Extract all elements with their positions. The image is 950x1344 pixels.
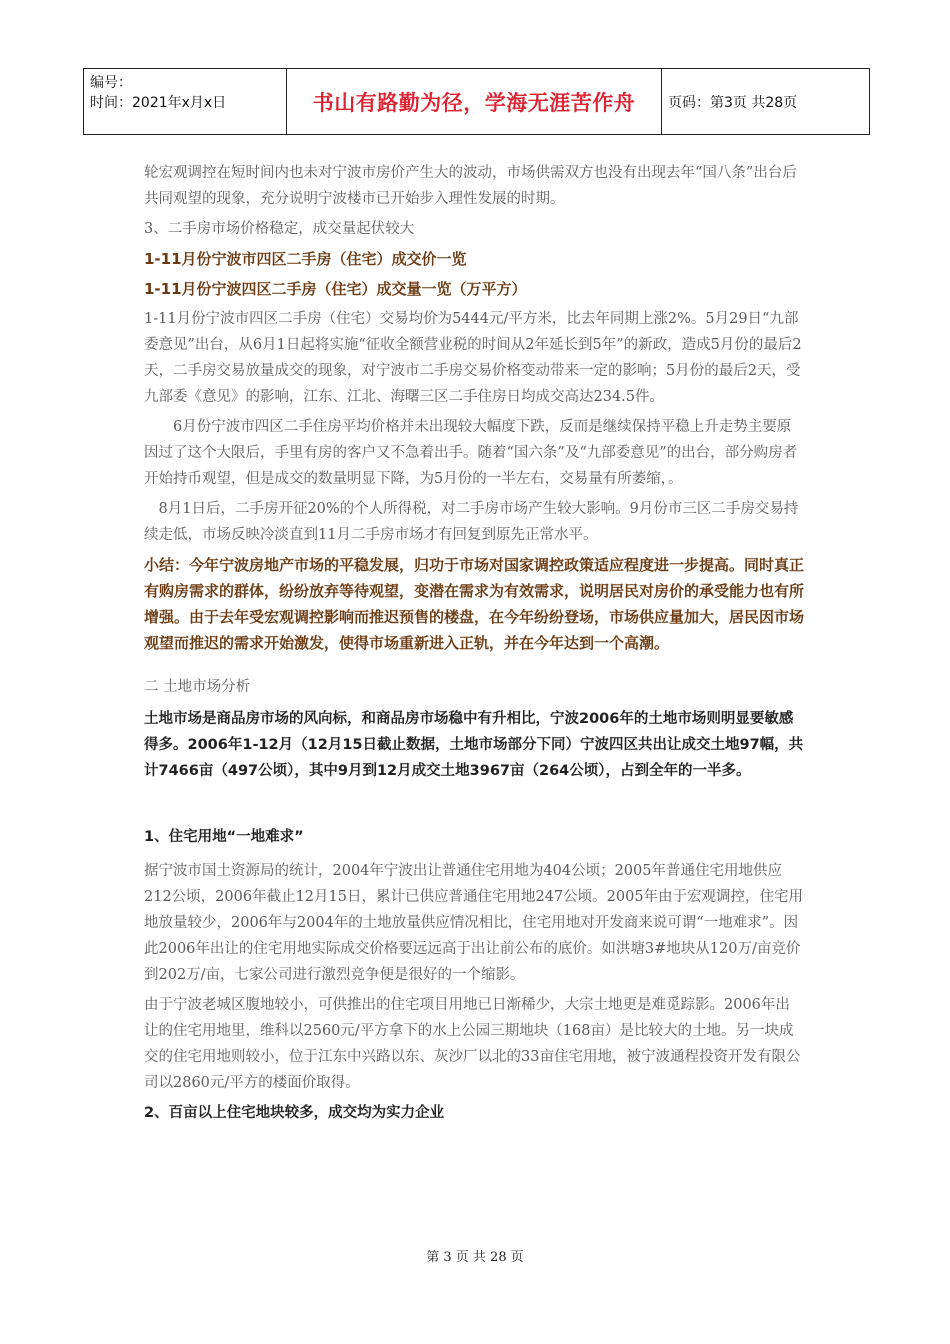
- paragraph-old-city: 由于宁波老城区腹地较小，可供推出的住宅项目用地已日渐稀少，大宗土地更是难觅踪影。2006年出让的住宅用地里，维科以2560元/平方拿下的水上公园三期地块（168亩）是比较大的土地。另一块成交的住宅用地则较小，位于江东中兴路以东、灰沙厂以北的33亩住宅用地，被宁波通程投资开发有限公司以2860元/平方的楼面价取得。: [144, 997, 801, 1091]
- section-2-heading: 二 土地市场分析: [144, 679, 251, 695]
- table-title-volume: 1-11月份宁波四区二手房（住宅）成交量一览（万平方）: [144, 280, 527, 298]
- motto: 书山有路勤为径，学海无涯苦作舟: [287, 69, 662, 134]
- subheading-large-plots: 2、百亩以上住宅地块较多，成交均为实力企业: [144, 1105, 445, 1121]
- page-info: 页码：第3页 共28页: [668, 94, 798, 111]
- header-table: [83, 68, 870, 135]
- land-market-paragraph: 土地市场是商品房市场的风向标，和商品房市场稳中有升相比，宁波2006年的土地市场则明显要敏感得多。2006年1-12月（12月15日截止数据，土地市场部分下同）宁波四区共出让成交土地97幅，共计7466亩（497公顷），其中9月到12月成交土地3967亩（264公顷），占到全年的一半多。: [144, 711, 804, 779]
- number-label: 编号：: [90, 75, 132, 91]
- paragraph-land-statistics: 据宁波市国土资源局的统计，2004年宁波出让普通住宅用地为404公顷；2005年普通住宅用地供应212公顷，2006年截止12月15日，累计已供应普通住宅用地247公顷。2005年由于宏观调控，住宅用地放量较少，2006年与2004年的土地放量供应情况相比，住宅用地对开发商来说可谓“一地难求”。因此2006年出让的住宅用地实际成交价格要远远高于出让前公布的底价。如洪塘3#地块从120万/亩竞价到202万/亩，七家公司进行激烈竞争便是很好的一个缩影。: [144, 863, 804, 983]
- subheading-residential-land: 1、住宅用地“一地难求”: [144, 829, 304, 845]
- page-footer: 第 3 页 共 28 页: [426, 1250, 524, 1265]
- paragraph-august: 8月1日后，二手房开征20%的个人所得税，对二手房市场产生较大影响。9月份市三区二手房交易持续走低，市场反映冷淡直到11月二手房市场才有回复到原先正常水平。: [144, 501, 799, 543]
- time-label: 时间：2021年x月x日: [90, 95, 227, 111]
- paragraph-average-price: 1-11月份宁波市四区二手房（住宅）交易均价为5444元/平方米，比去年同期上涨2%。5月29日“九部委意见”出台，从6月1日起将实施“征收全额营业税的时间从2年延长到5年”的新政，造成5月份的最后2天，二手房交易放量成交的现象，对宁波市二手房交易价格变动带来一定的影响；5月份的最后2天，受九部委《意见》的影响，江东、江北、海曙三区二手住房日均成交高达234.5件。: [144, 311, 802, 405]
- section-3-heading: 3、二手房市场价格稳定，成交量起伏较大: [144, 221, 415, 237]
- summary-paragraph: 小结：今年宁波房地产市场的平稳发展，归功于市场对国家调控政策适应程度进一步提高。同时真正有购房需求的群体，纷纷放弃等待观望，变潜在需求为有效需求，说明居民对房价的承受能力也有所增强。由于去年受宏观调控影响而推迟预售的楼盘，在今年纷纷登场，市场供应量加大，居民因市场观望而推迟的需求开始激发，使得市场重新进入正轨，并在今年达到一个高潮。: [144, 556, 805, 652]
- header-left-cell: [84, 69, 287, 134]
- document-body: [144, 160, 804, 1126]
- paragraph-june: 6月份宁波市四区二手住房平均价格并未出现较大幅度下跌，反而是继续保持平稳上升走势主要原因过了这个大限后，手里有房的客户又不急着出手。随着“国六条”及“九部委意见”的出台，部分购房者开始持币观望，但是成交的数量明显下降，为5月份的一半左右，交易量有所萎缩，。: [144, 419, 798, 487]
- paragraph-continuation: 轮宏观调控在短时间内也未对宁波市房价产生大的波动，市场供需双方也没有出现去年“国八条”出台后共同观望的现象，充分说明宁波楼市已开始步入理性发展的时期。: [144, 165, 797, 207]
- table-title-price: 1-11月份宁波市四区二手房（住宅）成交价一览: [144, 250, 467, 268]
